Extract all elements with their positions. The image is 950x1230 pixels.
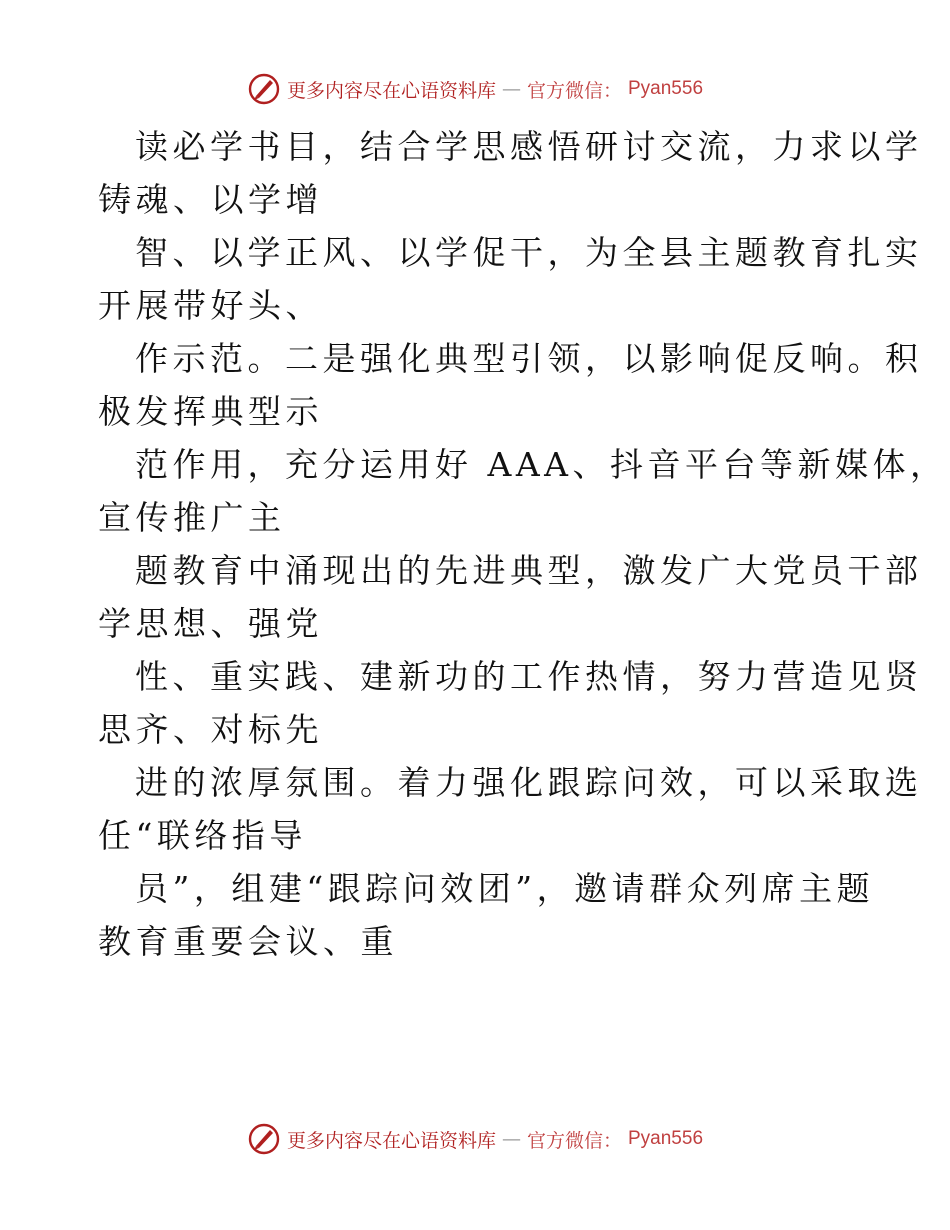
- body-text: [98, 120, 948, 968]
- watermark-wechat-id: Pyan556: [628, 1128, 704, 1149]
- text-line: 进的浓厚氛围。着力强化跟踪问效，可以采取选: [135, 763, 923, 802]
- text-line: 铸魂、以学增: [98, 180, 323, 219]
- footer-watermark: [0, 1122, 950, 1156]
- watermark-separator: —: [501, 1128, 521, 1150]
- text-line: 题教育中涌现出的先进典型，激发广大党员干部: [135, 551, 923, 590]
- quill-logo-icon: [247, 1122, 281, 1156]
- text-line: 宣传推广主: [98, 498, 286, 537]
- text-line: 极发挥典型示: [98, 392, 323, 431]
- watermark-main-text: 更多内容尽在心语资料库: [286, 1129, 496, 1152]
- quill-logo-icon: [247, 72, 281, 106]
- text-line: 开展带好头、: [98, 286, 323, 325]
- text-line: 智、以学正风、以学促干，为全县主题教育扎实: [135, 233, 923, 272]
- text-line: 思齐、对标先: [98, 710, 323, 749]
- text-line: 任“联络指导: [98, 816, 307, 855]
- text-line: 读必学书目，结合学思感悟研讨交流，力求以学: [135, 127, 923, 166]
- header-watermark: [0, 72, 950, 106]
- text-line: 学思想、强党: [98, 604, 323, 643]
- watermark-main-text: 更多内容尽在心语资料库: [286, 79, 496, 102]
- watermark-separator: —: [501, 78, 521, 100]
- text-line: 范作用，充分运用好 AAA、抖音平台等新媒体，: [135, 445, 948, 484]
- watermark-official-label: 官方微信：: [526, 79, 622, 102]
- text-line: 作示范。二是强化典型引领，以影响促反响。积: [135, 339, 923, 378]
- text-line: 员”，组建“跟踪问效团”，邀请群众列席主题: [135, 869, 875, 908]
- text-line: 教育重要会议、重: [98, 922, 398, 961]
- watermark-official-label: 官方微信：: [526, 1129, 622, 1152]
- watermark-wechat-id: Pyan556: [628, 78, 704, 99]
- text-line: 性、重实践、建新功的工作热情，努力营造见贤: [135, 657, 923, 696]
